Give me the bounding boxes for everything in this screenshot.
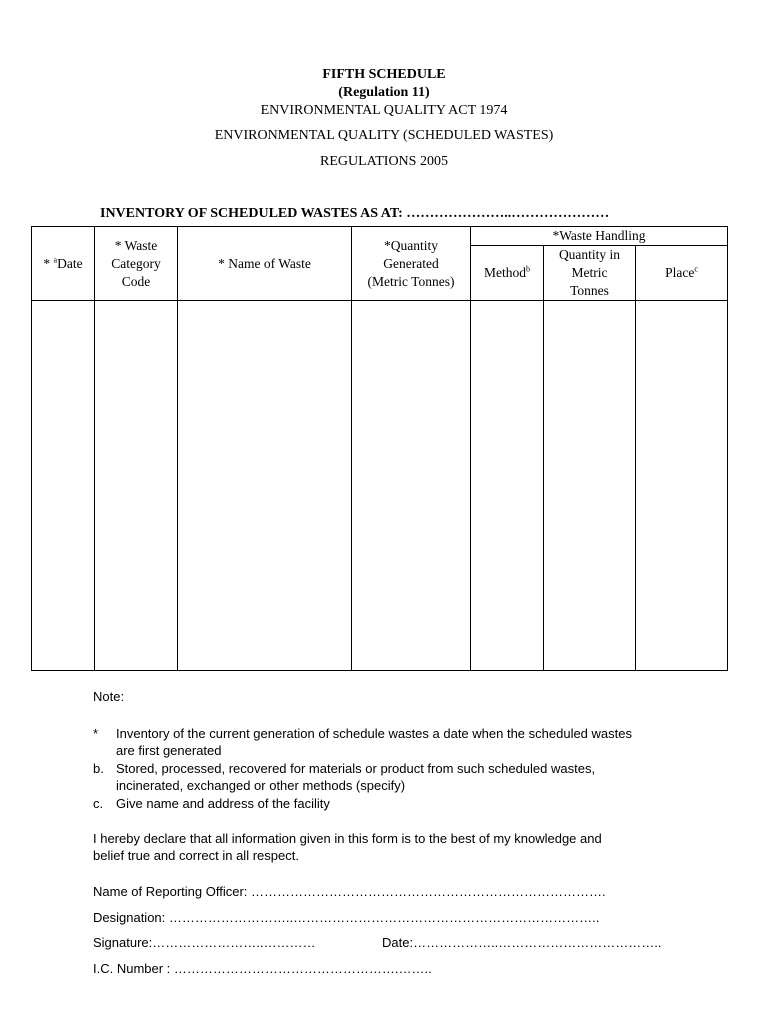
waste-category-line3: Code xyxy=(121,273,151,289)
declaration xyxy=(93,830,693,864)
inventory-title: INVENTORY OF SCHEDULED WASTES AS AT: …………………..………………… xyxy=(100,206,610,221)
note-text-line2: are first generated xyxy=(116,743,222,758)
quantity-metric-line3: Tonnes xyxy=(570,283,609,298)
note-mark: b. xyxy=(93,761,104,776)
quantity-metric-cell[interactable] xyxy=(544,301,636,671)
table-row xyxy=(32,301,728,671)
quantity-metric-line1: Quantity in xyxy=(558,247,621,262)
place-footnote-mark: c xyxy=(694,264,698,274)
quantity-cell[interactable] xyxy=(352,301,471,671)
quantity-metric-line2: Metric xyxy=(571,265,608,280)
note-text-line1: Give name and address of the facility xyxy=(116,796,330,811)
col-name-of-waste-header: * Name of Waste xyxy=(178,227,352,301)
reporting-officer-field[interactable]: Name of Reporting Officer: ………………………………………………………………………. xyxy=(93,884,606,899)
waste-handling-header: *Waste Handling xyxy=(471,227,728,246)
note-mark: * xyxy=(93,726,99,741)
schedule-title: FIFTH SCHEDULE xyxy=(322,67,446,82)
quantity-line2: Generated xyxy=(383,255,439,271)
regulations-title-line2: REGULATIONS 2005 xyxy=(320,154,448,169)
act-title: ENVIRONMENTAL QUALITY ACT 1974 xyxy=(260,103,508,118)
ic-number-field[interactable]: I.C. Number : …………………………………………….…….. xyxy=(93,961,432,976)
method-label: Method xyxy=(484,265,526,280)
method-footnote-mark: b xyxy=(526,264,530,274)
regulation-subtitle: (Regulation 11) xyxy=(338,85,430,100)
date-label: Date xyxy=(57,255,83,271)
col-place-header xyxy=(636,246,728,301)
col-date-header xyxy=(32,227,95,301)
place-label: Place xyxy=(665,265,695,280)
date-asterisk: * xyxy=(43,255,54,271)
place-cell[interactable] xyxy=(636,301,728,671)
note-text-line1: Stored, processed, recovered for materials or product from such scheduled wastes, xyxy=(116,761,596,776)
col-quantity-metric-header xyxy=(544,246,636,301)
note-mark: c. xyxy=(93,796,104,811)
note-text-line2: incinerated, exchanged or other methods (specify) xyxy=(116,778,406,793)
declaration-line2: belief true and correct in all respect. xyxy=(93,848,299,863)
name-of-waste-cell[interactable] xyxy=(178,301,352,671)
signature-field[interactable]: Signature:……………………..………… xyxy=(93,935,316,950)
inventory-table xyxy=(31,226,728,671)
designation-field[interactable]: Designation: ………………………..…………………………………………………………….. xyxy=(93,910,600,925)
declaration-line1: I hereby declare that all information given in this form is to the best of my knowledge and xyxy=(93,831,602,846)
date-footnote-mark: a xyxy=(53,255,58,264)
col-method-header xyxy=(471,246,544,301)
col-waste-category-header xyxy=(95,227,178,301)
note-text-line1: Inventory of the current generation of schedule wastes a date when the scheduled wastes xyxy=(116,726,632,741)
quantity-line1: *Quantity xyxy=(384,237,438,253)
regulations-title-line1: ENVIRONMENTAL QUALITY (SCHEDULED WASTES) xyxy=(214,128,554,143)
waste-category-line2: Category xyxy=(111,255,161,271)
note-title: Note: xyxy=(93,689,125,704)
date-field[interactable]: Date:………………..……………………………….. xyxy=(382,935,662,950)
waste-category-line1: * Waste xyxy=(114,237,158,253)
col-quantity-header xyxy=(352,227,471,301)
quantity-line3: (Metric Tonnes) xyxy=(367,273,455,289)
waste-category-cell[interactable] xyxy=(95,301,178,671)
method-cell[interactable] xyxy=(471,301,544,671)
date-cell[interactable] xyxy=(32,301,95,671)
